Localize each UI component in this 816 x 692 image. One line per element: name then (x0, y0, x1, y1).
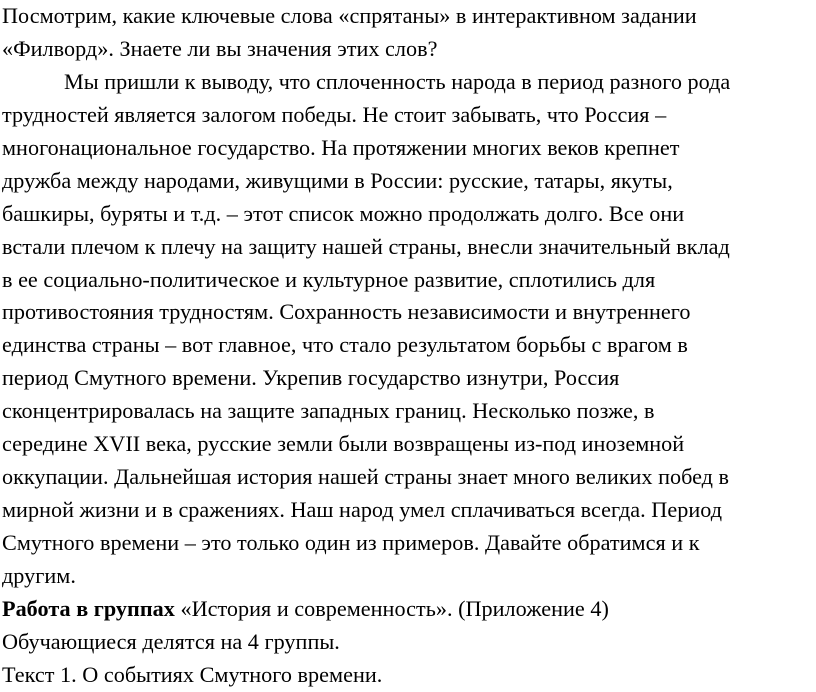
paragraph-line: середине XVII века, русские земли были возвращены из-под иноземной (2, 431, 685, 457)
paragraph-line: многонациональное государство. На протяжении многих веков крепнет (2, 134, 680, 160)
paragraph-line: мирной жизни и в сражениях. Наш народ умел сплачиваться всегда. Период (2, 497, 723, 523)
paragraph-line: противостояния трудностям. Сохранность независимости и внутреннего (2, 299, 691, 325)
paragraph-line: сконцентрировалась на защите западных границ. Несколько позже, в (2, 398, 655, 424)
paragraph-line: трудностей является залогом победы. Не стоит забывать, что Россия – (2, 101, 667, 127)
group-work-label: Работа в группах (2, 595, 175, 621)
main-paragraph (2, 66, 814, 593)
paragraph-line: другим. (2, 562, 76, 588)
intro-line-1: Посмотрим, какие ключевые слова «спрятаны» в интерактивном задании (2, 3, 697, 28)
paragraph-line: Смутного времени – это только один из примеров. Давайте обратимся и к (2, 530, 700, 555)
paragraph-line: башкиры, буряты и т.д. – этот список можно продолжать долго. Все они (2, 200, 685, 226)
paragraph-line: оккупации. Дальнейшая история нашей страны знает много великих побед в (2, 464, 730, 490)
paragraph-line: период Смутного времени. Укрепив государство изнутри, Россия (2, 365, 620, 391)
students-line: Обучающиеся делятся на 4 группы. (2, 628, 340, 654)
text-one-line: Текст 1. О событиях Смутного времени. (2, 661, 383, 687)
paragraph-line: единства страны – вот главное, что стало результатом борьбы с врагом в (2, 332, 688, 358)
paragraph-line: в ее социально-политическое и культурное развитие, сплотились для (2, 266, 656, 292)
paragraph-line: Мы пришли к выводу, что сплоченность народа в период разного рода (64, 68, 731, 94)
group-work-line (2, 593, 814, 626)
document-page (2, 0, 814, 692)
paragraph-line: дружба между народами, живущими в России: русские, татары, якуты, (2, 167, 673, 193)
group-work-title: «История и современность». (Приложение 4) (174, 595, 609, 621)
intro-line-2: «Филворд». Знаете ли вы значения этих слов? (2, 35, 438, 61)
paragraph-line: встали плечом к плечу на защиту нашей страны, внесли значительный вклад (2, 233, 730, 259)
